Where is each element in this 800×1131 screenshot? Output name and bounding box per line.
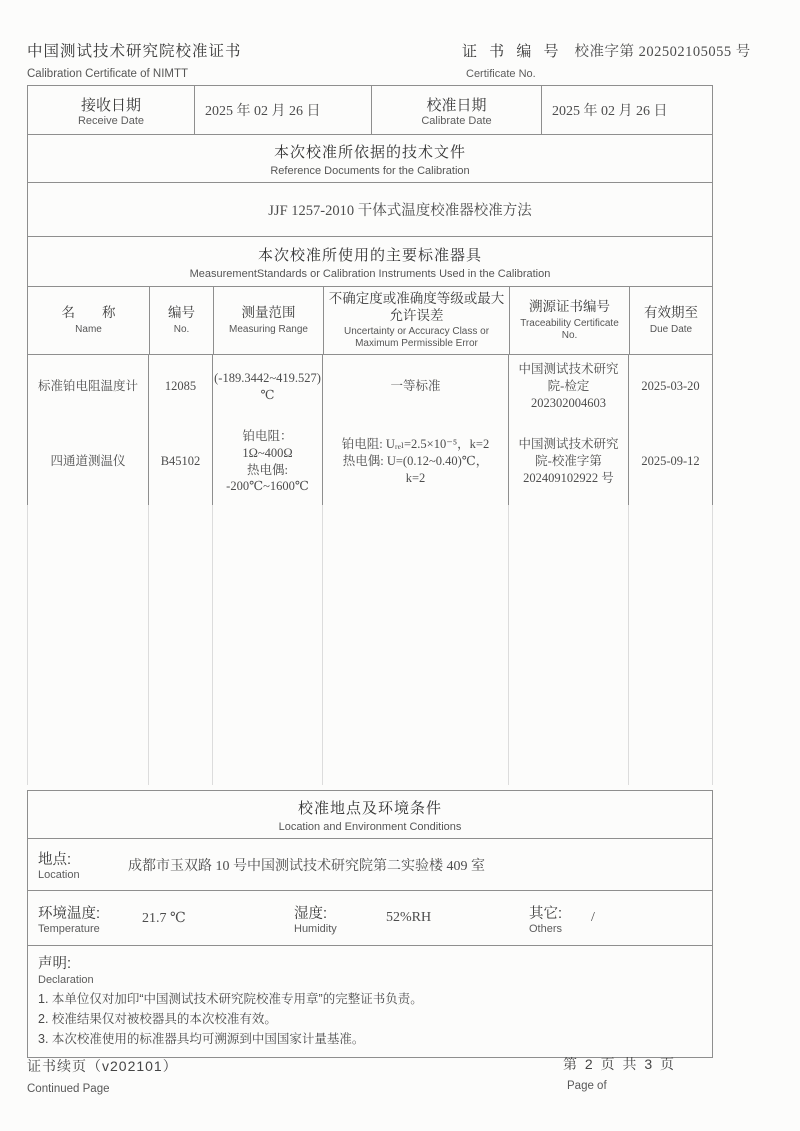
location-value: 成都市玉双路 10 号中国测试技术研究院第二实验楼 409 室: [128, 858, 485, 874]
column-header-traceability: 溯源证书编号 Traceability Certificate No.: [509, 287, 629, 354]
declaration-item: 1. 本单位仅对加印“中国测试技术研究院校准专用章”的完整证书负责。: [38, 992, 423, 1006]
reference-section-header: 本次校准所依据的技术文件 Reference Documents for the Calibration: [27, 135, 713, 183]
footer-page-number: 第 2 页 共 3 页: [563, 1056, 677, 1072]
temperature-value: 21.7 ℃: [142, 910, 186, 926]
document-title-en: Calibration Certificate of NIMTT: [27, 68, 189, 80]
others-value: /: [591, 910, 595, 925]
certificate-number-value: 校准字第 202502105055 号: [574, 44, 751, 60]
empty-cell: [148, 505, 212, 785]
empty-cell: [27, 505, 148, 785]
standard-row-2-uncertainty: 铂电阻: Uᵣₑₗ=2.5×10⁻⁵，k=2 热电偶: U=(0.12~0.40)℃， k=2: [322, 418, 508, 505]
declaration-item: 3. 本次校准使用的标准器具均可溯源到中国国家计量基准。: [38, 1032, 365, 1046]
receive-date-value: 2025 年 02 月 26 日: [194, 86, 371, 134]
certificate-number-label-en: Certificate No.: [466, 68, 536, 80]
declaration-section: [28, 945, 712, 1057]
standard-row-1-no: 12085: [148, 355, 212, 418]
column-header-no: 编号 No.: [149, 287, 213, 354]
certificate-main-table: [27, 85, 713, 785]
standards-table-body: [27, 355, 713, 785]
footer-page-of: Page of: [567, 1080, 607, 1092]
standard-row-2-traceability: 中国测试技术研究院-校准字第 202409102922 号: [508, 418, 628, 505]
empty-cell: [628, 505, 713, 785]
certificate-number: [462, 40, 751, 61]
column-header-measuring-range: 测量范围 Measuring Range: [213, 287, 323, 354]
document-title-cn: 中国测试技术研究院校准证书: [27, 43, 242, 60]
standard-row-1-uncertainty: 一等标准: [322, 355, 508, 418]
empty-cell: [212, 505, 322, 785]
receive-date-label: 接收日期 Receive Date: [77, 96, 145, 127]
location-environment-box: [27, 790, 713, 1058]
empty-cell: [322, 505, 508, 785]
footer-continued-page-cn: 证书续页（v202101）: [27, 1058, 178, 1074]
environment-row: [28, 890, 712, 945]
standards-column-headers: [27, 287, 713, 355]
location-label: 地点: Location: [38, 852, 80, 881]
standard-row-1-traceability: 中国测试技术研究院-检定 202302004603: [508, 355, 628, 418]
standard-row-2-due-date: 2025-09-12: [628, 418, 713, 505]
declaration-label-en: Declaration: [38, 974, 94, 986]
column-header-due-date: 有效期至 Due Date: [629, 287, 712, 354]
declaration-item: 2. 校准结果仅对被校器具的本次校准有效。: [38, 1012, 277, 1026]
declaration-label-cn: 声明:: [38, 956, 72, 972]
dates-row: [27, 85, 713, 135]
humidity-label: 湿度: Humidity: [294, 905, 337, 935]
calibrate-date-label: 校准日期 Calibrate Date: [371, 86, 541, 134]
footer-continued-page-en: Continued Page: [27, 1083, 110, 1095]
location-row: [28, 838, 712, 890]
standard-row-2-no: B45102: [148, 418, 212, 505]
others-label: 其它: Others: [529, 905, 563, 935]
standard-row-1-range: (-189.3442~419.527) ℃: [212, 355, 322, 418]
standard-row-2-name: 四通道测温仪: [27, 418, 148, 505]
temperature-label: 环境温度: Temperature: [38, 905, 101, 935]
column-header-name: 名 称 Name: [61, 305, 116, 335]
standard-row-1-due-date: 2025-03-20: [628, 355, 713, 418]
standards-section-header: 本次校准所使用的主要标准器具 MeasurementStandards or Calibration Instruments Used in the Calibration: [27, 237, 713, 287]
standard-row-2-range: 铂电阻：1Ω~400Ω 热电偶: -200℃~1600℃: [212, 418, 322, 505]
certificate-number-label: 证 书 编 号: [462, 43, 563, 60]
location-section-header: 校准地点及环境条件 Location and Environment Conditions: [278, 799, 462, 833]
column-header-uncertainty: 不确定度或准确度等级或最大允许误差 Uncertainty or Accuracy Class or Maximum Permissible Error: [323, 287, 509, 354]
empty-cell: [508, 505, 628, 785]
standard-row-1-name: 标准铂电阻温度计: [27, 355, 148, 418]
humidity-value: 52%RH: [386, 910, 432, 925]
calibrate-date-value: 2025 年 02 月 26 日: [541, 86, 712, 134]
reference-document: JJF 1257-2010 干体式温度校准器校准方法: [27, 183, 713, 237]
